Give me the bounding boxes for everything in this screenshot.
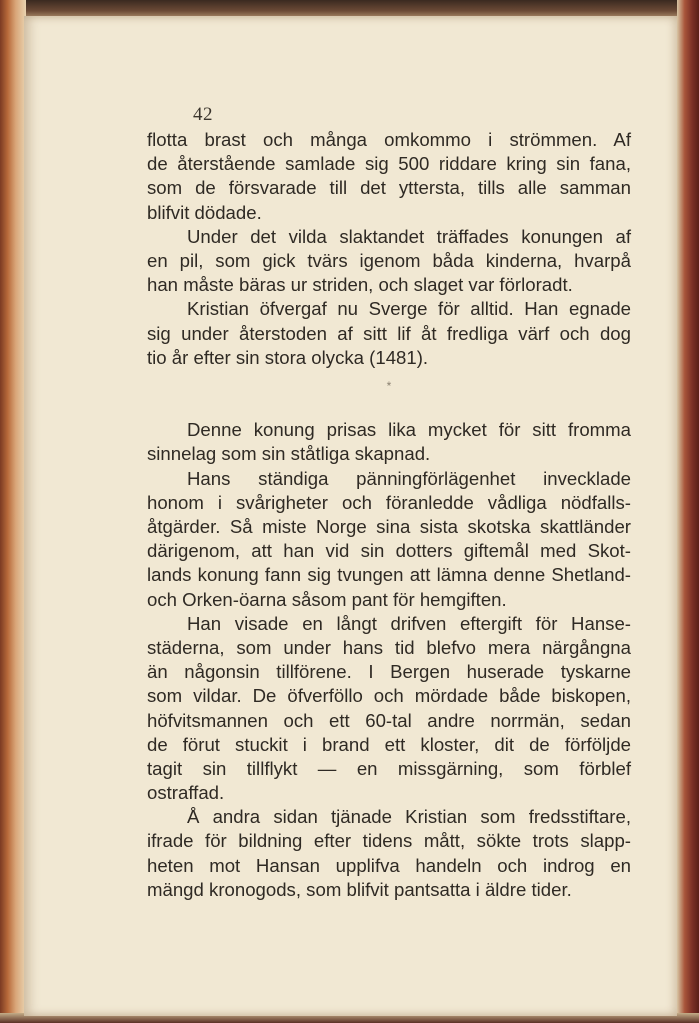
text-line: Å andra sidan tjänade Kristian som fredsstiftare, [187, 806, 631, 828]
text-line: och Orken-öarna såsom pant för hemgiften. [147, 588, 507, 610]
book-cover-right-edge [677, 0, 699, 1023]
text-line: heten mot Hansan upplifva handeln och indrog en [147, 854, 631, 876]
text-line: som vildar. De öfverföllo och mördade både biskopen, [147, 685, 631, 707]
text-line: Han visade en långt drifven eftergift för Hanse- [187, 612, 631, 634]
text-line: blifvit dödade. [147, 201, 262, 223]
section-separator: * [386, 378, 392, 393]
text-line: sinnelag som sin ståtliga skapnad. [147, 443, 431, 465]
text-line: ostraffad. [147, 782, 225, 804]
text-line: än någonsin tillförene. I Bergen huserade tyskarne [147, 661, 631, 683]
text-line: tagit sin tillflykt — en missgärning, som förblef [147, 757, 631, 779]
text-line: Hans ständiga pänningförlägenhet invecklade [187, 467, 631, 489]
text-line: han måste bäras ur striden, och slaget var förloradt. [147, 274, 573, 296]
text-line: Under det vilda slaktandet träffades konungen af [187, 225, 631, 247]
text-line: tio år efter sin stora olycka (1481). [147, 346, 429, 368]
text-line: sig under återstoden af sitt lif åt fredliga värf och dog [147, 322, 631, 344]
text-line: flotta brast och många omkommo i strömmen. Af [147, 129, 631, 150]
page-number: 42 [193, 104, 213, 125]
text-line: höfvitsmannen och ett 60-tal andre norrmän, sedan [147, 709, 631, 731]
text-line: ifrade för bildning efter tidens mått, sökte trots slapp- [147, 830, 631, 852]
text-line: Denne konung prisas lika mycket för sitt fromma [187, 419, 631, 441]
text-line: en pil, som gick tvärs igenom båda kinderna, hvarpå [147, 249, 631, 271]
text-line: honom i svårigheter och föranledde vådliga nödfalls- [147, 491, 631, 513]
text-line: städerna, som under hans tid blefvo mera närgångna [147, 636, 631, 658]
text-line: de förut stuckit i brand ett kloster, dit de förföljde [147, 733, 631, 755]
text-line: de återstående samlade sig 500 riddare kring sin fana, [147, 153, 631, 175]
body-text [147, 128, 631, 902]
text-line: därigenom, att han vid sin dotters giftemål med Skot- [147, 540, 631, 562]
text-line: som de försvarade till det yttersta, tills alle samman [147, 177, 631, 199]
text-line: Kristian öfvergaf nu Sverge för alltid. Han egnade [187, 298, 631, 320]
book-binding-left [0, 0, 26, 1023]
text-line: åtgärder. Så miste Norge sina sista skotska skattländer [147, 516, 631, 537]
text-line: lands konung fann sig tvungen att lämna denne Shetland- [147, 564, 631, 586]
text-line: mängd kronogods, som blifvit pantsatta i äldre tider. [147, 878, 572, 900]
